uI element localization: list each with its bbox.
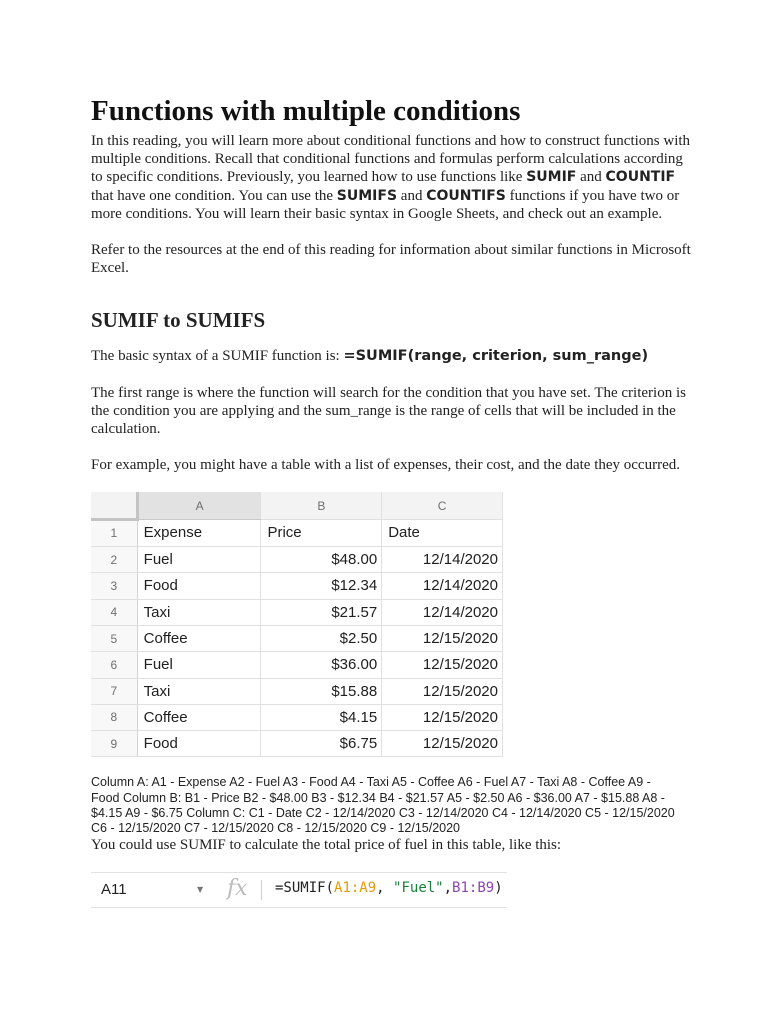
row-number: 3 [91,573,137,599]
cell-price: $36.00 [261,652,382,678]
corner-cell [91,492,137,519]
cell-date: 12/15/2020 [382,652,503,678]
cell-date: Date [382,519,503,546]
keyword-sumifs: SUMIFS [336,187,398,204]
cell-expense: Food [137,731,261,757]
cell-date: 12/15/2020 [382,625,503,651]
intro-text-1: In this reading, you will learn more about conditional functions and how to construct functions with multiple conditions. Recall that conditional functions and formulas perform calculations according to specific conditions. Previously, you learned how to use functions like [91,133,691,186]
cell-price: $48.00 [261,547,382,573]
row-number: 9 [91,731,137,757]
fuel-paragraph: You could use SUMIF to calculate the total price of fuel in this table, like this: [91,837,562,854]
row-number: 8 [91,704,137,730]
cell-date: 12/15/2020 [382,704,503,730]
cell-date: 12/14/2020 [382,547,503,573]
column-header-b: B [261,492,382,519]
cell-price: $15.88 [261,678,382,704]
table-row [91,704,503,730]
formula-prefix: =SUMIF( [275,880,335,897]
row-number: 6 [91,652,137,678]
page-title: Functions with multiple conditions [91,95,521,127]
cell-date: 12/15/2020 [382,731,503,757]
formula-sep-2: , [443,880,453,897]
image-alt-text: Column A: A1 - Expense A2 - Fuel A3 - Food A4 - Taxi A5 - Coffee A6 - Fuel A7 - Taxi A8 - Coffee A9 - Food Column B: B1 - Price B2 - $48.00 B3 - $12.34 B4 - $21.57 A5 - $2.50 A6 - $36.00 A7 - $15.88 A8 - $4.15 A9 - $6.75 Column C: C1 - Date C2 - 12/14/2020 C3 - 12/14/2020 C4 - 12/14/2020 C5 - 12/15/2020 C6 - 12/15/2020 C7 - 12/15/2020 C8 - 12/15/2020 C9 - 12/15/2020 [91,775,675,836]
cell-expense: Coffee [137,625,261,651]
spreadsheet-image [91,492,503,757]
section-heading: SUMIF to SUMIFS [91,308,266,333]
table-row [91,731,503,757]
table-row [91,547,503,573]
formula-divider [261,880,262,900]
cell-date: 12/14/2020 [382,599,503,625]
dropdown-arrow-icon: ▼ [197,885,204,895]
formula-suffix: ) [494,880,503,897]
formula-range-2: B1:B9 [452,880,495,897]
intro-paragraph [91,132,691,223]
cell-expense: Taxi [137,678,261,704]
formula-sep-1: , [376,880,394,897]
keyword-countifs: COUNTIFS [426,187,506,204]
intro-text-2: that have one condition. You can use the [91,187,337,204]
resources-paragraph: Refer to the resources at the end of this reading for information about similar functions in Microsoft Excel. [91,242,691,277]
syntax-paragraph [91,347,691,365]
formula-text [275,880,503,896]
cell-price: $4.15 [261,704,382,730]
row-number: 7 [91,678,137,704]
cell-expense: Food [137,573,261,599]
example-paragraph: For example, you might have a table with a list of expenses, their cost, and the date they occurred. [91,457,680,474]
range-paragraph: The first range is where the function will search for the condition that you have set. The criterion is the condition you are applying and the sum_range is the range of cells that will be included in the calculation. [91,384,686,438]
cell-price: $6.75 [261,731,382,757]
column-header-row [91,492,503,519]
cell-expense: Fuel [137,547,261,573]
cell-reference: A11 [101,881,127,899]
formula-range-1: A1:A9 [334,880,377,897]
table-row [91,599,503,625]
fx-icon: fx [227,876,248,902]
table-row [91,652,503,678]
cell-price: $21.57 [261,599,382,625]
document [91,94,691,908]
table-row [91,519,503,546]
row-number: 4 [91,599,137,625]
table-row [91,678,503,704]
formula-bar-image [91,872,507,908]
cell-expense: Fuel [137,652,261,678]
cell-expense: Coffee [137,704,261,730]
row-number: 5 [91,625,137,651]
syntax-code: =SUMIF(range, criterion, sum_range) [343,348,649,365]
intro-text-3: functions if you have two or more conditions. You will learn their basic syntax in Google Sheets, and check out an example. [91,187,680,222]
row-number: 1 [91,519,137,546]
row-number: 2 [91,547,137,573]
intro-text-and-1: and [576,169,606,186]
column-header-c: C [382,492,503,519]
cell-date: 12/14/2020 [382,573,503,599]
cell-expense: Taxi [137,599,261,625]
cell-price: $2.50 [261,625,382,651]
cell-price: Price [261,519,382,546]
table-row [91,573,503,599]
keyword-countif: COUNTIF [605,169,676,186]
cell-price: $12.34 [261,573,382,599]
column-header-a: A [137,492,261,519]
cell-expense: Expense [137,519,261,546]
table-row [91,625,503,651]
cell-date: 12/15/2020 [382,678,503,704]
formula-criterion: "Fuel" [393,880,444,897]
intro-text-and-2: and [397,187,427,204]
syntax-lead: The basic syntax of a SUMIF function is: [91,348,344,365]
keyword-sumif: SUMIF [526,169,577,186]
